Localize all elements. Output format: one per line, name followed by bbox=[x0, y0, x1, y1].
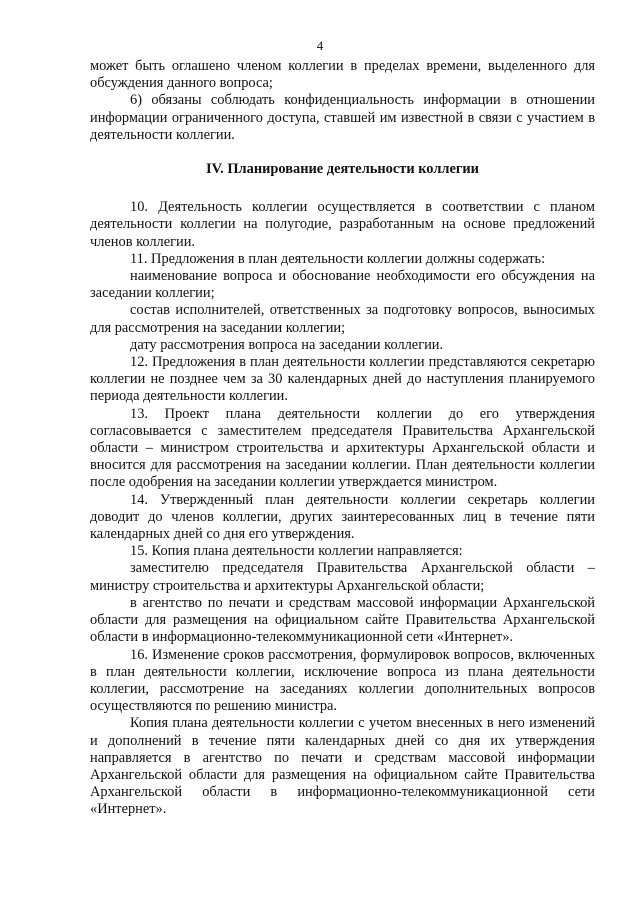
paragraph-14: 14. Утвержденный план деятельности коллегии секретарь коллегии доводит до членов коллегии, других заинтересованных лиц в течение пяти календарных дней со дня его утверждения. bbox=[90, 491, 595, 543]
paragraph-10: 10. Деятельность коллегии осуществляется в соответствии с планом деятельности коллегии на полугодие, разработанным на основе предложений членов коллегии. bbox=[90, 199, 595, 250]
paragraph-16-continued: Копия плана деятельности коллегии с учетом внесенных в него изменений и дополнений в течение пяти календарных дней со дня их утверждения направляется в агентство по печати и средствам массовой информации Архангельской области для размещения на официальном сайте Правительства Архангельской области в информационно-телекоммуникационной сети «Интернет». bbox=[90, 715, 595, 818]
paragraph-15-item-1: заместителю председателя Правительства Архангельской области – министру строительства и архитектуры Архангельской области; bbox=[90, 560, 595, 594]
paragraph-continued: может быть оглашено членом коллегии в пределах времени, выделенного для обсуждения данного вопроса; bbox=[90, 58, 595, 92]
paragraph-11: 11. Предложения в план деятельности коллегии должны содержать: bbox=[130, 250, 546, 267]
paragraph-11-item-3: дату рассмотрения вопроса на заседании коллегии. bbox=[130, 336, 444, 353]
paragraph-13: 13. Проект плана деятельности коллегии до его утверждения согласовывается с заместителем председателя Правительства Архангельской области – министром строительства и архитектуры Архангельской области и вносится для рассмотрения на заседании коллегии. План деятельности коллегии после одобрения на заседании коллегии утверждается министром. bbox=[90, 405, 595, 491]
page-number: 4 bbox=[316, 38, 324, 53]
section-heading: IV. Планирование деятельности коллегии bbox=[206, 161, 479, 178]
paragraph-15: 15. Копия плана деятельности коллегии направляется: bbox=[130, 543, 463, 560]
paragraph-11-item-2: состав исполнителей, ответственных за подготовку вопросов, выносимых для рассмотрения на заседании коллегии; bbox=[90, 302, 595, 336]
document-body bbox=[90, 58, 595, 819]
paragraph-11-item-1: наименование вопроса и обоснование необходимости его обсуждения на заседании коллегии; bbox=[90, 268, 595, 302]
paragraph-item-6: 6) обязаны соблюдать конфиденциальность информации в отношении информации ограниченного доступа, ставшей им известной в связи с участием в деятельности коллегии. bbox=[90, 92, 595, 143]
paragraph-15-item-2: в агентство по печати и средствам массовой информации Архангельской области для размещения на официальном сайте Правительства Архангельской области в информационно-телекоммуникационной сети «Интернет». bbox=[90, 594, 595, 646]
paragraph-16: 16. Изменение сроков рассмотрения, формулировок вопросов, включенных в план деятельности коллегии, исключение вопроса из плана деятельности коллегии, рассмотрение на заседаниях коллегии дополнительных вопросов осуществляются по решению министра. bbox=[90, 646, 595, 715]
paragraph-12: 12. Предложения в план деятельности коллегии представляются секретарю коллегии не позднее чем за 30 календарных дней до наступления планируемого периода деятельности коллегии. bbox=[90, 354, 595, 405]
